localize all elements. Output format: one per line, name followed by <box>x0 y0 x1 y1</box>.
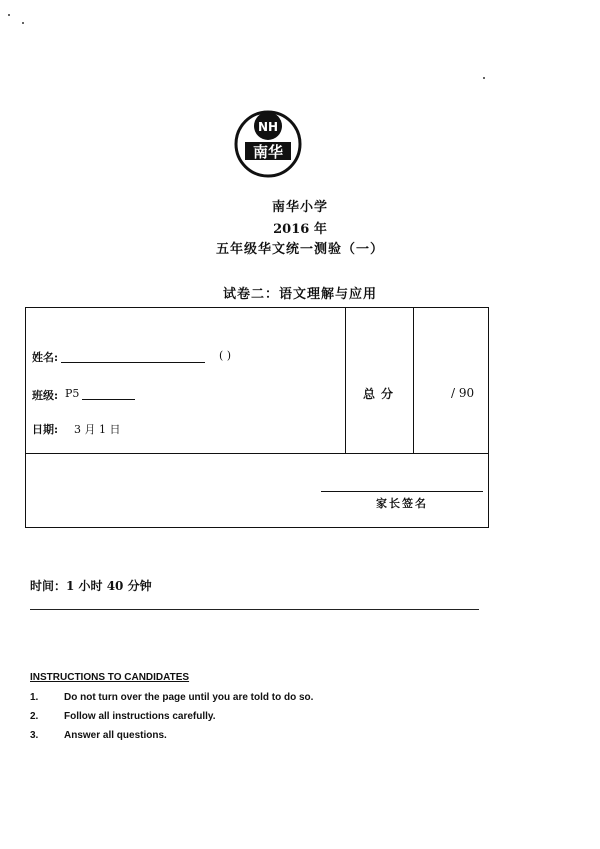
instruction-text: Do not turn over the page until you are told to do so. <box>64 692 314 703</box>
total-score-value: / 90 <box>451 386 475 400</box>
exam-year: 2016 年 <box>273 222 327 237</box>
scan-speck <box>22 22 24 24</box>
name-class-number: ( ) <box>219 349 232 362</box>
instruction-item <box>30 730 167 741</box>
box-divider <box>26 453 488 454</box>
parent-signature-line[interactable] <box>321 491 483 492</box>
name-field[interactable] <box>61 362 205 363</box>
school-name: 南华小学 <box>271 200 328 215</box>
class-value: P5 <box>65 387 80 400</box>
instructions-title: INSTRUCTIONS TO CANDIDATES <box>30 672 190 683</box>
logo-text: 南华 <box>252 143 284 161</box>
scan-speck <box>483 77 485 79</box>
class-label: 班级: <box>32 389 59 402</box>
divider-rule <box>30 609 479 610</box>
parent-signature-label: 家长签名 <box>376 497 428 510</box>
scan-speck <box>8 14 10 16</box>
instruction-number: 3. <box>30 730 39 741</box>
exam-duration: 时间：1 小时 40 分钟 <box>30 579 152 593</box>
total-score-label: 总分 <box>363 387 400 401</box>
exam-title: 五年级华文统一测验（一） <box>215 242 384 257</box>
class-field[interactable] <box>82 399 135 400</box>
instruction-item <box>30 711 216 722</box>
paper-title: 试卷二：语文理解与应用 <box>222 287 377 302</box>
instruction-number: 1. <box>30 692 39 703</box>
logo-monogram: NH <box>257 120 279 134</box>
date-label: 日期: <box>32 423 59 436</box>
school-logo <box>231 104 307 178</box>
instruction-text: Follow all instructions carefully. <box>64 711 216 722</box>
date-value: 3 月 1 日 <box>74 423 121 436</box>
student-info-box <box>25 307 489 528</box>
instruction-number: 2. <box>30 711 39 722</box>
name-label: 姓名: <box>32 351 59 364</box>
instruction-text: Answer all questions. <box>64 730 167 741</box>
box-divider <box>413 308 414 453</box>
instruction-item <box>30 692 313 703</box>
box-divider <box>345 308 346 453</box>
